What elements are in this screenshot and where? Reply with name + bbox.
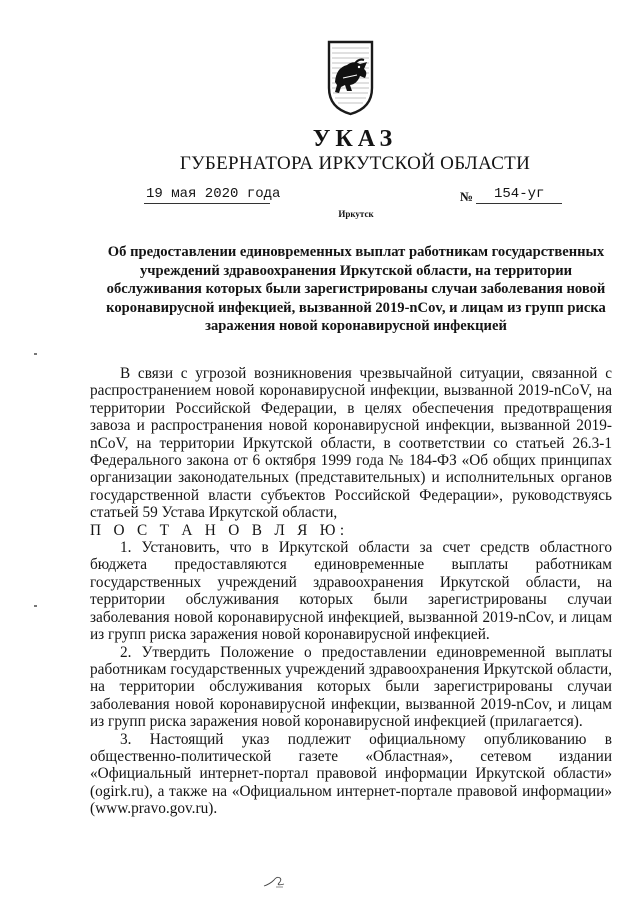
list-item: 3. Настоящий указ подлежит официальному опубликованию в общественно-политической газете «Областная», сетевом издании «Официальный интернет-портал правовой информации Иркутской области» (ogirk.ru), а также на «Официальном интернет-портале правовой информации» (www.pravo.gov.ru). [90, 730, 612, 818]
decree-date: 19 мая 2020 года [146, 186, 281, 202]
city-label: Иркутск [338, 209, 374, 219]
number-underline [476, 203, 562, 204]
scan-mark [34, 605, 37, 607]
list-item: 2. Утвердить Положение о предоставлении единовременной выплаты работникам государственных учреждений здравоохранения Иркутской области, на территории обслуживания которых были зарегистрированы случаи заболевания новой коронавирусной инфекции, вызванной 2019-nCov, и лицам из групп риска заражения новой коронавирусной инфекцией (прилагается). [90, 643, 612, 731]
list-item: 1. Установить, что в Иркутской области за счет средств областного бюджета предоставляются единовременные выплаты работникам государственных учреждений здравоохранения Иркутской области, на территории обслуживания которых были зарегистрированы случаи заболевания новой коронавирусной инфекцией, вызванной 2019-nCov, и лицам из групп риска заражения новой коронавирусной инфекцией. [90, 539, 612, 644]
document-title: УКАЗ [312, 126, 398, 152]
scan-mark [34, 353, 37, 355]
decree-body [90, 365, 612, 818]
decree-word: П О С Т А Н О В Л Я Ю: [90, 521, 349, 539]
date-underline [144, 203, 270, 204]
number-sign: № [460, 189, 474, 204]
intro-paragraph: В связи с угрозой возникновения чрезвычайной ситуации, связанной с распространением новой коронавирусной инфекции, вызванной 2019-nCoV, на территории Российской Федерации, в целях обеспечения предотвращения завоза и распространения новой коронавирусной инфекции, вызванной 2019-nCoV, на территории Иркутской области, в соответствии со статьей 26.3-1 Федерального закона от 6 октября 1999 года № 184-ФЗ «Об общих принципах организации законодательных (представительных) и исполнительных органов государственной власти субъектов Российской Федерации», руководствуясь статьей 59 Устава Иркутской области, [90, 365, 612, 522]
decree-number: 154-уг [494, 186, 545, 202]
decree-heading: Об предоставлении единовременных выплат работникам государственных учреждений здравоохранения Иркутской области, на территории обслуживания которых были зарегистрированы случаи заболевания новой коронавирусной инфекцией, вызванной 2019-nCov, и лицам из групп риска заражения новой коронавирусной инфекцией [106, 244, 606, 335]
signature-icon [262, 868, 288, 890]
document-subtitle: ГУБЕРНАТОРА ИРКУТСКОЙ ОБЛАСТИ [179, 153, 531, 174]
irkutsk-coat-of-arms-icon [323, 38, 378, 116]
